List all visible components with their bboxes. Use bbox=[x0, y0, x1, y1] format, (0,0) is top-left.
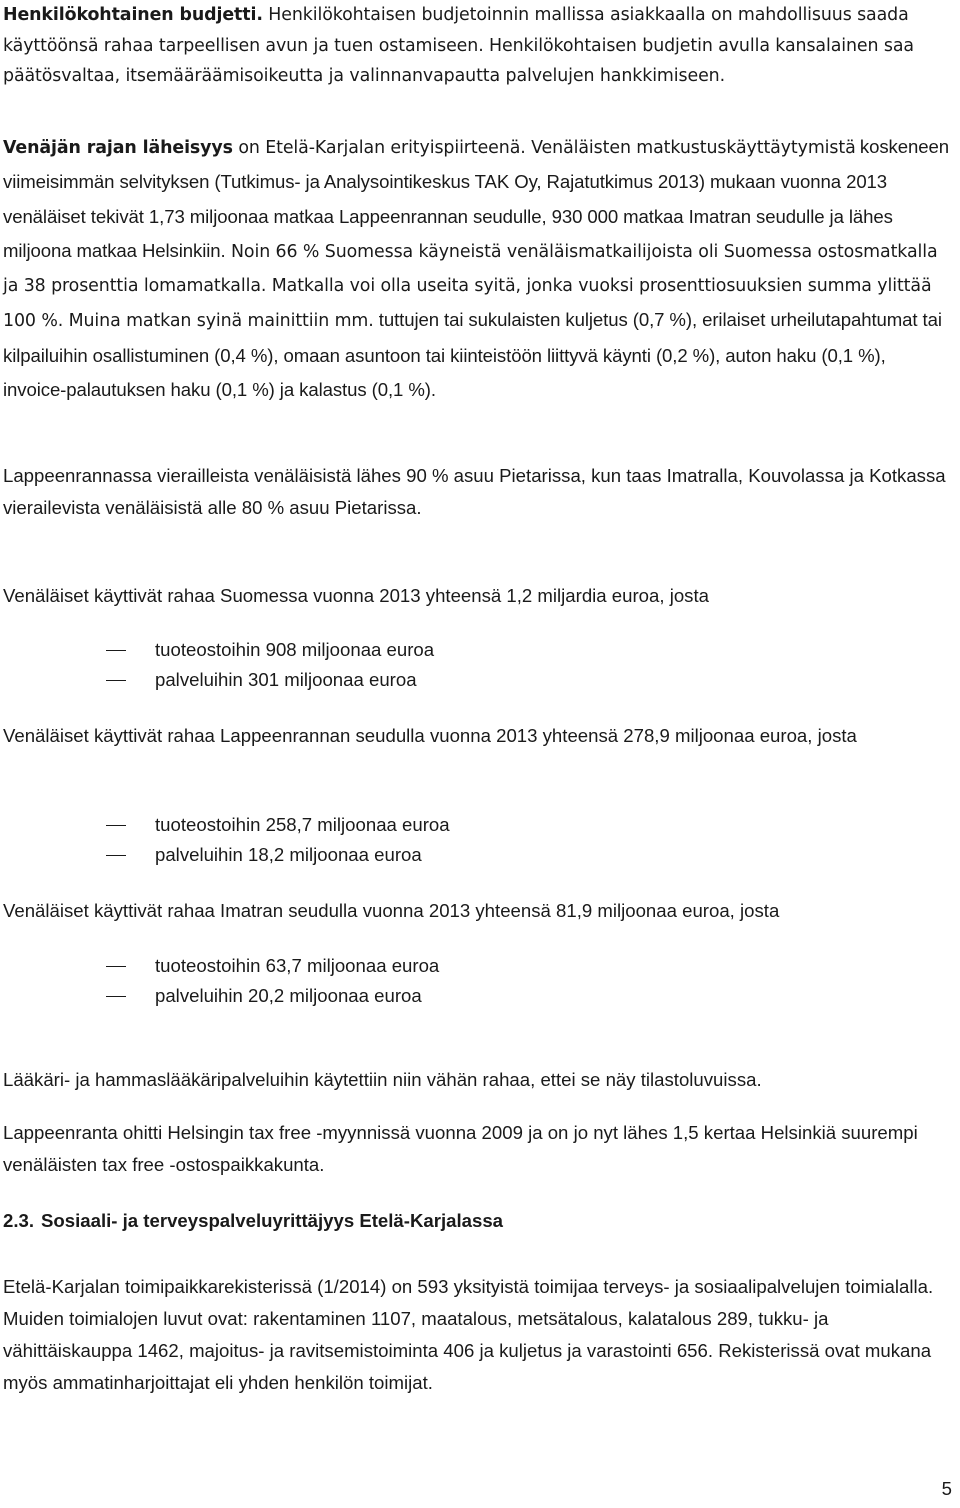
russia-paragraph bbox=[3, 130, 953, 407]
spending-total-list bbox=[106, 635, 434, 694]
spending-lpr-paragraph: Venäläiset käyttivät rahaa Lappeenrannan seudulla vuonna 2013 yhteensä 278,9 miljoonaa euroa, josta bbox=[3, 725, 857, 746]
russia-text-5: tuttujen tai sukulaisten kuljetus (0,7 %), erilaiset urheilutapahtumat tai kilpailuihin osallistuminen (0,4 %), omaan asuntoon tai kiinteistöön liittyvä käynti (0,2 %), auton haku (0,1 %), invoice-palautuksen haku (0,1 %) ja kalastus (0,1 %). bbox=[3, 309, 942, 401]
spending-imatra-paragraph: Venäläiset käyttivät rahaa Imatran seudulla vuonna 2013 yhteensä 81,9 miljoonaa euroa, josta bbox=[3, 900, 780, 921]
russia-text-2: Venäläisten matkustuskäyttäytymistä bbox=[525, 138, 856, 158]
intro-bold: Henkilökohtainen budjetti. bbox=[3, 5, 263, 25]
section-heading bbox=[3, 1206, 503, 1236]
russia-text-3: koskeneen viimeisimmän selvityksen (Tutkimus- ja Analysointikeskus TAK Oy, Rajatutkimus 2013) mukaan vuonna 2013 venäläiset tekivät 1,73 miljoonaa matkaa Lappeenrannan seudulle, 930 000 matkaa Imatran seudulle ja lähes miljoona matkaa Helsinkiin. bbox=[3, 136, 949, 261]
dash-bullet bbox=[106, 680, 126, 681]
list-item: tuoteostoihin 908 miljoonaa euroa bbox=[106, 635, 434, 665]
dash-bullet bbox=[106, 996, 126, 997]
dash-bullet bbox=[106, 855, 126, 856]
intro-paragraph bbox=[3, 0, 953, 92]
list-item: tuoteostoihin 258,7 miljoonaa euroa bbox=[106, 810, 450, 840]
dash-bullet bbox=[106, 650, 126, 651]
list-item: palveluihin 18,2 miljoonaa euroa bbox=[106, 840, 450, 870]
section-title: Sosiaali- ja terveyspalveluyrittäjyys Etelä-Karjalassa bbox=[41, 1210, 504, 1231]
spending-lpr-list bbox=[106, 810, 450, 869]
tax-free-paragraph: Lappeenranta ohitti Helsingin tax free -myynnissä vuonna 2009 ja on jo nyt lähes 1,5 kertaa Helsinkiä suurempi venäläisten tax free -ostospaikkakunta. bbox=[3, 1122, 918, 1175]
page-number: 5 bbox=[941, 1478, 952, 1499]
russia-bold: Venäjän rajan läheisyys bbox=[3, 138, 233, 158]
doctor-services-paragraph: Lääkäri- ja hammaslääkäripalveluihin käytettiin niin vähän rahaa, ettei se näy tilastoluvuissa. bbox=[3, 1069, 762, 1090]
list-item: palveluihin 301 miljoonaa euroa bbox=[106, 665, 434, 695]
lappeenranta-visitors-paragraph: Lappeenrannassa vierailleista venäläisistä lähes 90 % asuu Pietarissa, kun taas Imatralla, Kouvolassa ja Kotkassa vierailevista venäläisistä alle 80 % asuu Pietarissa. bbox=[3, 465, 946, 518]
dash-bullet bbox=[106, 825, 126, 826]
intro-text: Henkilökohtaisen budjetoinnin mallissa asiakkaalla on mahdollisuus saada käyttöönsä rahaa tarpeellisen avun ja tuen ostamiseen. Henkilökohtaisen budjetin avulla kansalainen saa päätösvaltaa, itsemääräämisoikeutta ja valinnanvapautta palvelujen hankkimiseen. bbox=[3, 5, 914, 86]
list-item: palveluihin 20,2 miljoonaa euroa bbox=[106, 981, 439, 1011]
spending-total-paragraph: Venäläiset käyttivät rahaa Suomessa vuonna 2013 yhteensä 1,2 miljardia euroa, josta bbox=[3, 585, 709, 606]
section-number: 2.3. bbox=[3, 1210, 35, 1231]
registry-paragraph: Etelä-Karjalan toimipaikkarekisterissä (1/2014) on 593 yksityistä toimijaa terveys- ja sosiaalipalvelujen toimialalla. Muiden toimialojen luvut ovat: rakentaminen 1107, maatalous, metsätalous, kalatalous 289, tukku- ja vähittäiskauppa 1462, majoitus- ja ravitsemistoiminta 406 ja kuljetus ja varastointi 656. Rekisterissä ovat mukana myös ammatinharjoittajat eli yhden henkilön toimijat. bbox=[3, 1276, 934, 1393]
russia-text-4: Noin 66 % Suomessa käyneistä venäläismatkailijoista oli Suomessa ostosmatkalla ja 38 prosenttia lomamatkalla. Matkalla voi olla useita syitä, jonka vuoksi prosenttiosuuksien summa ylittää 100 %. Muina matkan syinä mainittiin mm. bbox=[3, 241, 938, 332]
spending-imatra-list bbox=[106, 951, 439, 1010]
list-item: tuoteostoihin 63,7 miljoonaa euroa bbox=[106, 951, 439, 981]
dash-bullet bbox=[106, 966, 126, 967]
russia-text-1: on Etelä-Karjalan erityispiirteenä. bbox=[232, 138, 526, 158]
